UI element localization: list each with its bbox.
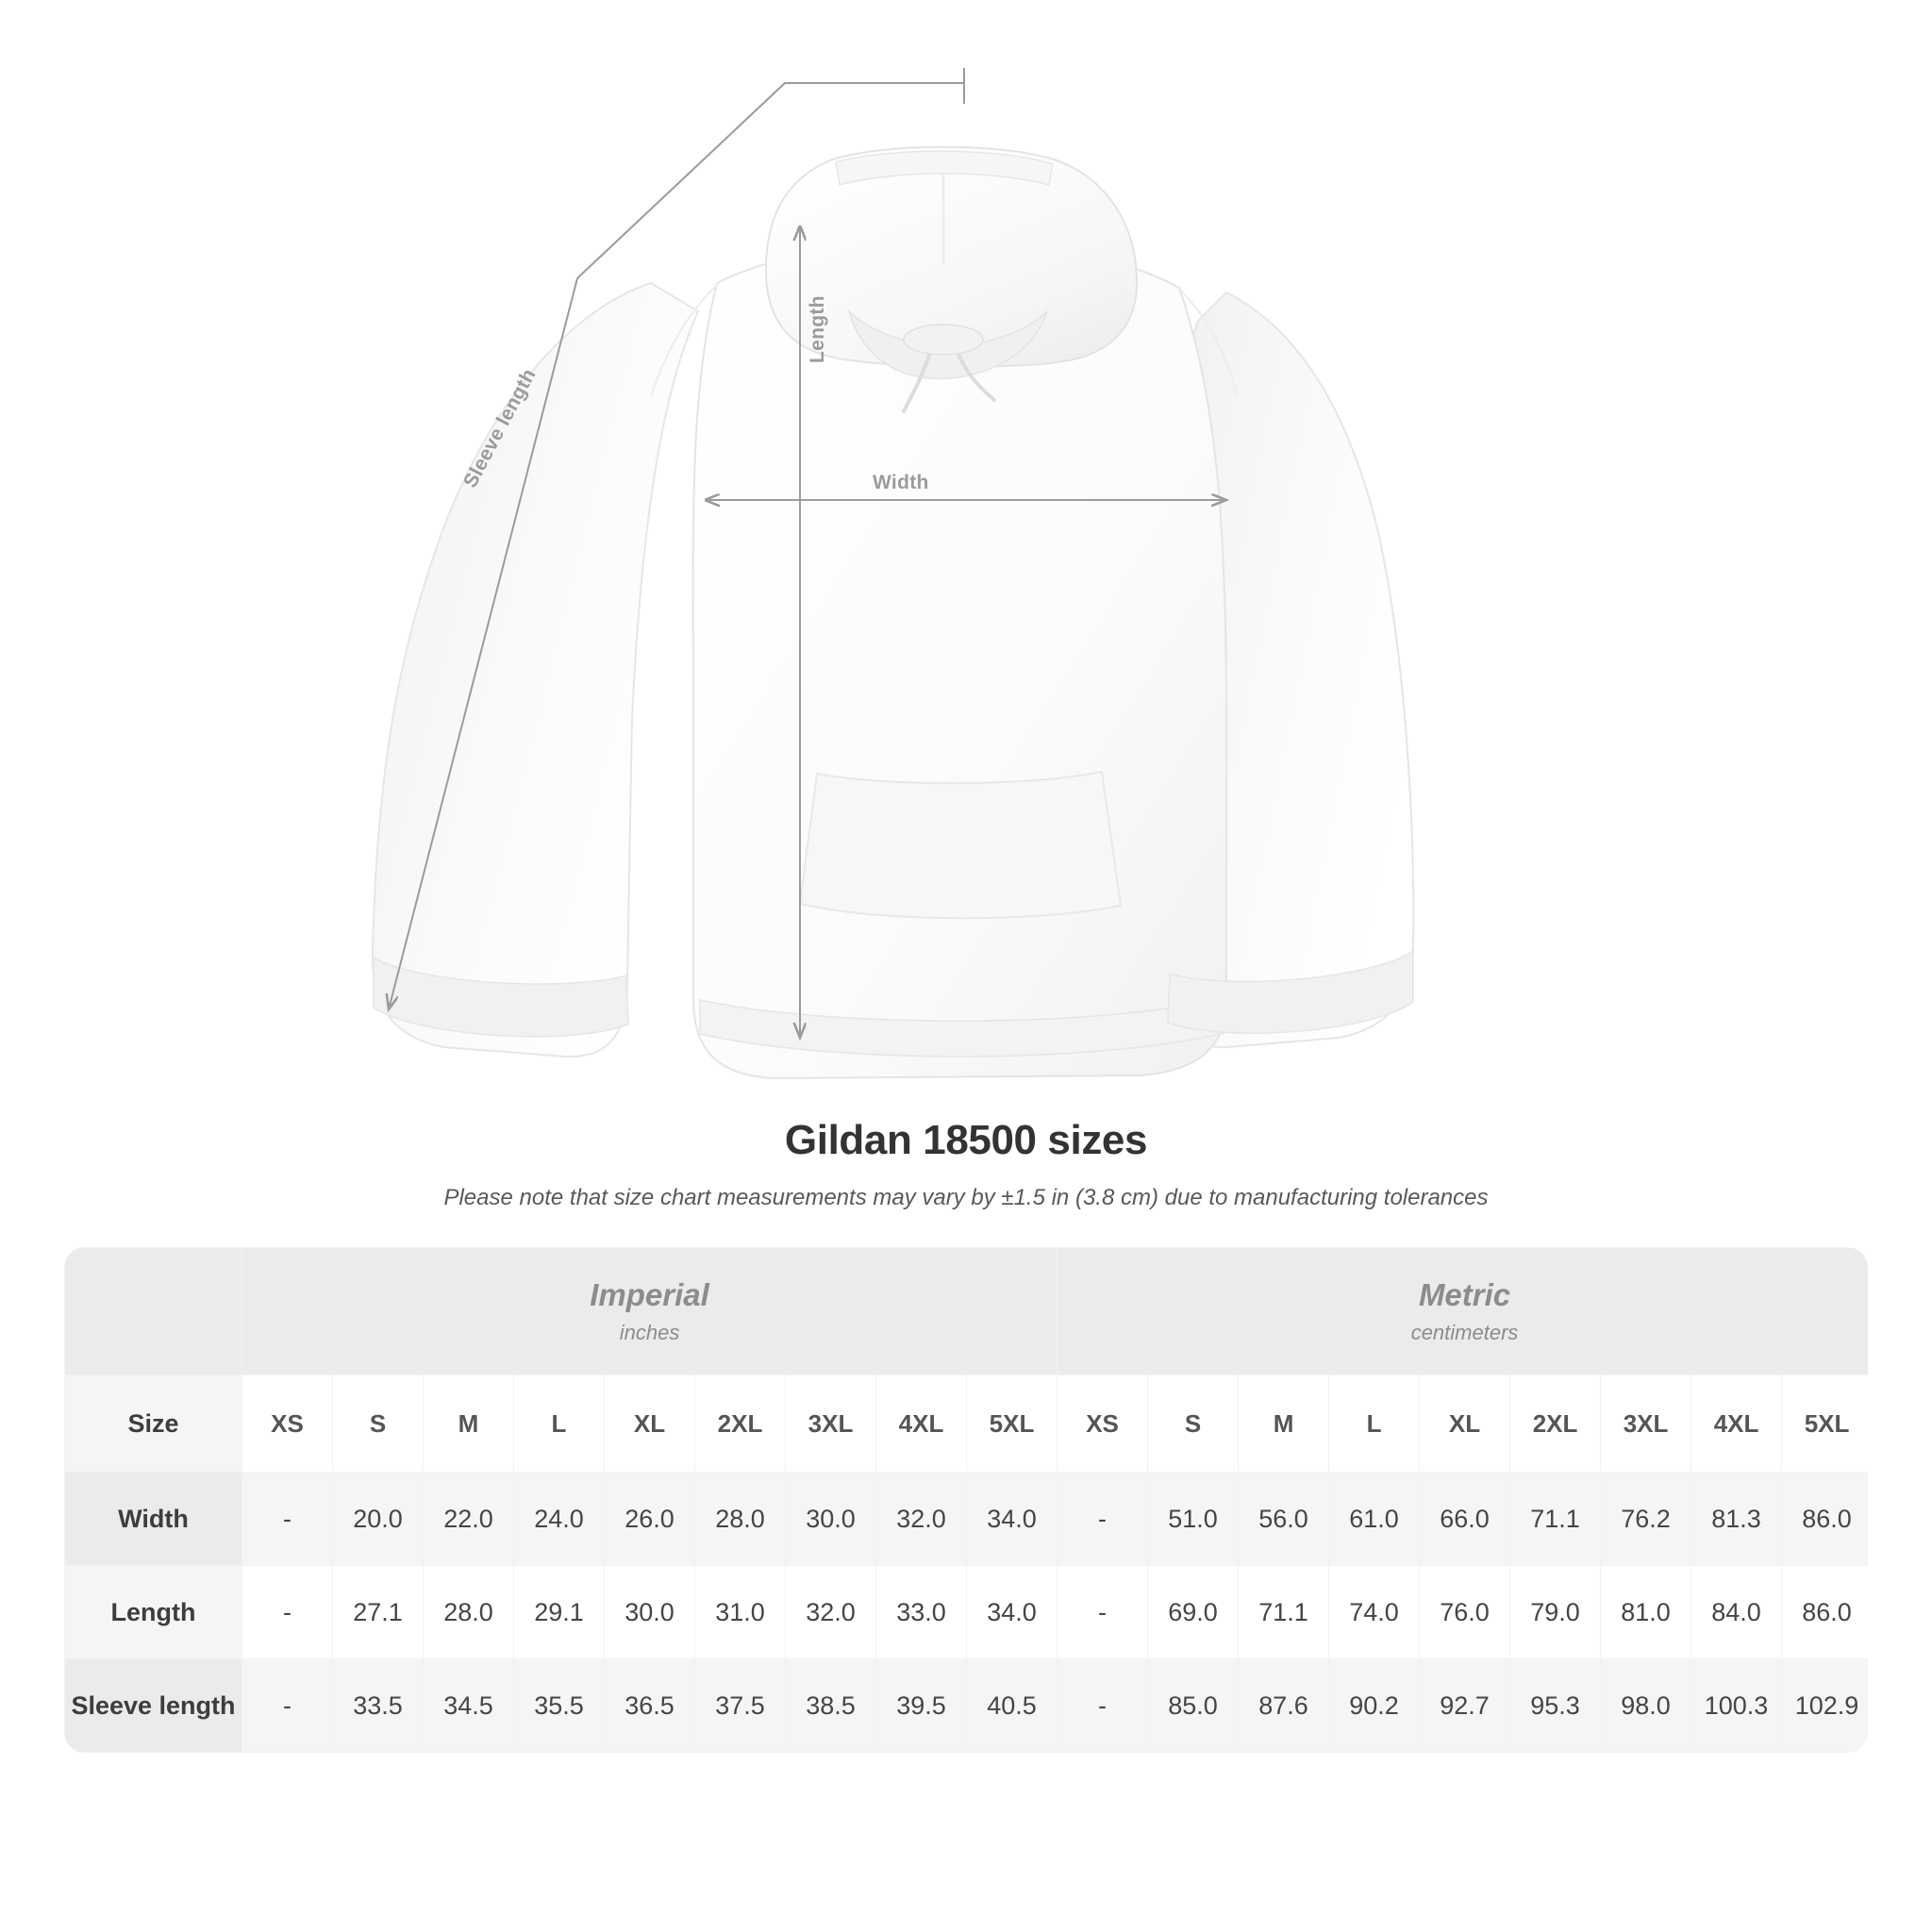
measurement-cell-metric: 100.3 bbox=[1691, 1659, 1782, 1753]
unit-imperial-name: Imperial bbox=[590, 1277, 709, 1312]
size-header-row bbox=[65, 1375, 1869, 1473]
title-block bbox=[0, 1117, 1932, 1211]
measurement-cell-metric: 92.7 bbox=[1420, 1659, 1510, 1753]
measurement-cell-imperial: 24.0 bbox=[514, 1473, 605, 1566]
measurement-cell-imperial: 38.5 bbox=[786, 1659, 876, 1753]
measurement-row-label: Sleeve length bbox=[65, 1659, 242, 1753]
size-column-header: S bbox=[333, 1375, 424, 1473]
measurement-cell-metric: 66.0 bbox=[1420, 1473, 1510, 1566]
measurement-cell-imperial: 36.5 bbox=[605, 1659, 695, 1753]
measurement-cell-metric: 71.1 bbox=[1510, 1473, 1601, 1566]
measurement-row-label: Width bbox=[65, 1473, 242, 1566]
measurement-cell-imperial: 28.0 bbox=[424, 1566, 514, 1659]
sleeve-length-label: Sleeve length bbox=[459, 365, 541, 491]
page-title: Gildan 18500 sizes bbox=[784, 1117, 1148, 1163]
measurement-cell-imperial: 33.5 bbox=[333, 1659, 424, 1753]
measurement-cell-imperial: 39.5 bbox=[876, 1659, 967, 1753]
measurement-cell-metric: 51.0 bbox=[1148, 1473, 1239, 1566]
measurement-cell-metric: 85.0 bbox=[1148, 1659, 1239, 1753]
measurement-cell-metric: - bbox=[1058, 1566, 1148, 1659]
table-row bbox=[65, 1566, 1869, 1659]
size-table-body bbox=[65, 1473, 1869, 1753]
measurement-cell-imperial: - bbox=[242, 1473, 333, 1566]
size-column-header: M bbox=[424, 1375, 514, 1473]
measurement-cell-metric: 56.0 bbox=[1239, 1473, 1329, 1566]
measurement-cell-imperial: 22.0 bbox=[424, 1473, 514, 1566]
measurement-cell-metric: 81.3 bbox=[1691, 1473, 1782, 1566]
measurement-cell-metric: 61.0 bbox=[1329, 1473, 1420, 1566]
measurement-cell-metric: 86.0 bbox=[1782, 1566, 1868, 1659]
size-column-header: 3XL bbox=[1601, 1375, 1691, 1473]
size-table bbox=[64, 1247, 1868, 1753]
measurement-cell-metric: 71.1 bbox=[1239, 1566, 1329, 1659]
size-column-header: XL bbox=[1420, 1375, 1510, 1473]
measurement-cell-imperial: 40.5 bbox=[967, 1659, 1058, 1753]
measurement-cell-imperial: 32.0 bbox=[876, 1473, 967, 1566]
size-column-header: 4XL bbox=[1691, 1375, 1782, 1473]
measurement-cell-imperial: 34.0 bbox=[967, 1473, 1058, 1566]
measurement-cell-imperial: 34.0 bbox=[967, 1566, 1058, 1659]
unit-imperial-cell bbox=[242, 1248, 1058, 1375]
measurement-row-label: Length bbox=[65, 1566, 242, 1659]
size-column-header: M bbox=[1239, 1375, 1329, 1473]
measurement-cell-imperial: 32.0 bbox=[786, 1566, 876, 1659]
size-column-header: XL bbox=[605, 1375, 695, 1473]
size-column-header: XS bbox=[242, 1375, 333, 1473]
unit-metric-sub: centimeters bbox=[1410, 1321, 1519, 1344]
measurement-cell-metric: 102.9 bbox=[1782, 1659, 1868, 1753]
size-column-header: 3XL bbox=[786, 1375, 876, 1473]
size-column-header: 2XL bbox=[1510, 1375, 1601, 1473]
size-column-header: S bbox=[1148, 1375, 1239, 1473]
length-label: Length bbox=[807, 295, 828, 363]
size-column-header: 4XL bbox=[876, 1375, 967, 1473]
measurement-cell-imperial: - bbox=[242, 1566, 333, 1659]
width-label: Width bbox=[873, 472, 929, 493]
measurement-cell-imperial: 30.0 bbox=[786, 1473, 876, 1566]
measurement-cell-imperial: 26.0 bbox=[605, 1473, 695, 1566]
size-column-header: 5XL bbox=[967, 1375, 1058, 1473]
measurement-cell-metric: 95.3 bbox=[1510, 1659, 1601, 1753]
measurement-cell-metric: 90.2 bbox=[1329, 1659, 1420, 1753]
measurement-cell-imperial: 20.0 bbox=[333, 1473, 424, 1566]
measurement-cell-imperial: 37.5 bbox=[695, 1659, 786, 1753]
table-row bbox=[65, 1659, 1869, 1753]
unit-spacer-cell bbox=[65, 1248, 242, 1375]
measurement-cell-imperial: 34.5 bbox=[424, 1659, 514, 1753]
measurement-cell-imperial: 27.1 bbox=[333, 1566, 424, 1659]
measurement-cell-imperial: 35.5 bbox=[514, 1659, 605, 1753]
measurement-cell-imperial: 30.0 bbox=[605, 1566, 695, 1659]
measurement-cell-metric: 84.0 bbox=[1691, 1566, 1782, 1659]
measurement-cell-metric: - bbox=[1058, 1659, 1148, 1753]
measurement-cell-metric: 69.0 bbox=[1148, 1566, 1239, 1659]
measurement-cell-metric: 79.0 bbox=[1510, 1566, 1601, 1659]
measurement-cell-imperial: - bbox=[242, 1659, 333, 1753]
measurement-cell-metric: 87.6 bbox=[1239, 1659, 1329, 1753]
measurement-cell-imperial: 33.0 bbox=[876, 1566, 967, 1659]
hoodie-graphic bbox=[373, 147, 1413, 1078]
tolerance-note: Please note that size chart measurements may vary by ±1.5 in (3.8 cm) due to manufacturing tolerances bbox=[443, 1185, 1489, 1210]
size-column-header: L bbox=[514, 1375, 605, 1473]
size-column-header: XS bbox=[1058, 1375, 1148, 1473]
measurement-cell-metric: 98.0 bbox=[1601, 1659, 1691, 1753]
unit-metric-cell bbox=[1058, 1248, 1868, 1375]
measurement-cell-imperial: 29.1 bbox=[514, 1566, 605, 1659]
measurement-cell-metric: 81.0 bbox=[1601, 1566, 1691, 1659]
unit-header-row bbox=[65, 1248, 1869, 1375]
measurement-cell-metric: 76.2 bbox=[1601, 1473, 1691, 1566]
measurement-cell-metric: 74.0 bbox=[1329, 1566, 1420, 1659]
unit-imperial-sub: inches bbox=[619, 1321, 680, 1344]
measurement-cell-imperial: 31.0 bbox=[695, 1566, 786, 1659]
size-column-header: 2XL bbox=[695, 1375, 786, 1473]
measurement-cell-imperial: 28.0 bbox=[695, 1473, 786, 1566]
table-row bbox=[65, 1473, 1869, 1566]
size-column-header: 5XL bbox=[1782, 1375, 1868, 1473]
measurement-cell-metric: - bbox=[1058, 1473, 1148, 1566]
unit-metric-name: Metric bbox=[1418, 1277, 1511, 1312]
measurement-cell-metric: 86.0 bbox=[1782, 1473, 1868, 1566]
size-column-header: L bbox=[1329, 1375, 1420, 1473]
measurement-cell-metric: 76.0 bbox=[1420, 1566, 1510, 1659]
size-header-cell: Size bbox=[65, 1375, 242, 1473]
size-table-wrapper bbox=[64, 1247, 1868, 1753]
